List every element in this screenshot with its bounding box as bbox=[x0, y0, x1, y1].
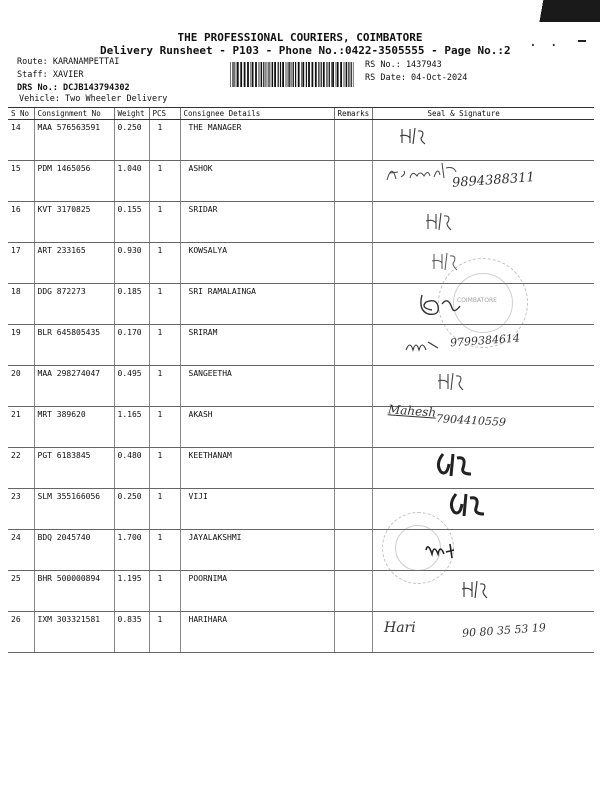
consignment-cell: DDG 872273 bbox=[34, 284, 114, 325]
sno-cell: 15 bbox=[8, 161, 34, 202]
barcode-bar bbox=[308, 62, 310, 87]
consignment-cell: PDM 1465056 bbox=[34, 161, 114, 202]
consignment-cell: MAA 298274047 bbox=[34, 366, 114, 407]
consignee-cell: SRIRAM bbox=[180, 325, 334, 366]
barcode-bar bbox=[282, 62, 284, 87]
barcode-bar bbox=[237, 62, 239, 87]
remarks-cell bbox=[334, 489, 372, 530]
pcs-cell: 1 bbox=[149, 571, 180, 612]
consignee-cell: SANGEETHA bbox=[180, 366, 334, 407]
barcode-bar bbox=[263, 62, 264, 87]
signature-cell bbox=[372, 612, 594, 653]
runsheet-table bbox=[8, 107, 594, 653]
col-header-remarks: Remarks bbox=[334, 108, 372, 120]
col-header-seal-signature: Seal & Signature bbox=[372, 108, 594, 120]
scan-edge-shadow bbox=[530, 0, 600, 22]
rs-date: RS Date: 04-Oct-2024 bbox=[365, 73, 468, 83]
consignee-cell: KOWSALYA bbox=[180, 243, 334, 284]
table-row bbox=[8, 161, 594, 202]
weight-cell: 1.700 bbox=[114, 530, 149, 571]
barcode-bar bbox=[346, 62, 347, 87]
signature-cell bbox=[372, 407, 594, 448]
barcode-bar bbox=[321, 62, 322, 87]
barcode-bar bbox=[267, 62, 268, 87]
table-row bbox=[8, 489, 594, 530]
pcs-cell: 1 bbox=[149, 366, 180, 407]
barcode-bar bbox=[301, 62, 302, 87]
sno-cell: 20 bbox=[8, 366, 34, 407]
rubber-stamp: COIMBATORE bbox=[438, 258, 528, 348]
barcode-bar bbox=[292, 62, 293, 87]
barcode-bar bbox=[351, 62, 352, 87]
barcode-bar bbox=[233, 62, 234, 87]
weight-cell: 1.195 bbox=[114, 571, 149, 612]
table-row bbox=[8, 407, 594, 448]
handwritten-name-26: Hari bbox=[384, 620, 416, 636]
barcode-bar bbox=[266, 62, 267, 87]
barcode-bar bbox=[268, 62, 269, 87]
vehicle-label: Vehicle: Two Wheeler Delivery bbox=[19, 94, 168, 104]
handwritten-phone-19: 9799384614 bbox=[449, 331, 521, 350]
handwritten-phone-21: 7904410559 bbox=[435, 412, 507, 429]
barcode-bar bbox=[232, 62, 233, 87]
remarks-cell bbox=[334, 366, 372, 407]
consignment-cell: KVT 3170825 bbox=[34, 202, 114, 243]
barcode-bar bbox=[336, 62, 337, 87]
col-header-consignee: Consignee Details bbox=[180, 108, 334, 120]
consignee-cell: JAYALAKSHMI bbox=[180, 530, 334, 571]
weight-cell: 0.835 bbox=[114, 612, 149, 653]
signature-cell bbox=[372, 448, 594, 489]
remarks-cell bbox=[334, 243, 372, 284]
barcode-bar bbox=[340, 62, 342, 87]
barcode-bar bbox=[230, 62, 231, 87]
barcode-bar bbox=[353, 62, 354, 87]
weight-cell: 1.040 bbox=[114, 161, 149, 202]
barcode-bar bbox=[315, 62, 317, 87]
remarks-cell bbox=[334, 120, 372, 161]
barcode-bar bbox=[287, 62, 288, 87]
sno-cell: 18 bbox=[8, 284, 34, 325]
sno-cell: 25 bbox=[8, 571, 34, 612]
table-row bbox=[8, 202, 594, 243]
signature-cell bbox=[372, 202, 594, 243]
barcode-bar bbox=[261, 62, 262, 87]
barcode-bar bbox=[328, 62, 329, 87]
handwritten-phone-26: 90 80 35 53 19 bbox=[461, 621, 547, 640]
drs-number: DRS No.: DCJB143794302 bbox=[17, 83, 130, 93]
sno-cell: 14 bbox=[8, 120, 34, 161]
rs-number: RS No.: 1437943 bbox=[365, 60, 442, 70]
weight-cell: 0.170 bbox=[114, 325, 149, 366]
weight-cell: 0.250 bbox=[114, 489, 149, 530]
barcode-image bbox=[230, 62, 355, 87]
consignment-cell: MAA 576563591 bbox=[34, 120, 114, 161]
weight-cell: 0.930 bbox=[114, 243, 149, 284]
consignment-cell: ART 233165 bbox=[34, 243, 114, 284]
pcs-cell: 1 bbox=[149, 243, 180, 284]
consignee-cell: HARIHARA bbox=[180, 612, 334, 653]
consignment-cell: MRT 389620 bbox=[34, 407, 114, 448]
barcode-bar bbox=[259, 62, 260, 87]
col-header-pcs: PCS bbox=[149, 108, 180, 120]
sno-cell: 23 bbox=[8, 489, 34, 530]
barcode-bar bbox=[280, 62, 281, 87]
remarks-cell bbox=[334, 448, 372, 489]
barcode-bar bbox=[312, 62, 314, 87]
sno-cell: 19 bbox=[8, 325, 34, 366]
sno-cell: 17 bbox=[8, 243, 34, 284]
barcode-bar bbox=[337, 62, 339, 87]
col-header-sno: S No bbox=[8, 108, 34, 120]
pcs-cell: 1 bbox=[149, 325, 180, 366]
barcode-bar bbox=[326, 62, 327, 87]
barcode-bar bbox=[318, 62, 319, 87]
pcs-cell: 1 bbox=[149, 448, 180, 489]
sno-cell: 24 bbox=[8, 530, 34, 571]
consignee-cell: KEETHANAM bbox=[180, 448, 334, 489]
barcode-bar bbox=[329, 62, 330, 87]
barcode-bar bbox=[260, 62, 261, 87]
barcode-bar bbox=[251, 62, 252, 87]
barcode-bar bbox=[274, 62, 276, 87]
table-row bbox=[8, 530, 594, 571]
remarks-cell bbox=[334, 407, 372, 448]
runsheet-subtitle: Delivery Runsheet - P103 - Phone No.:0422-3505555 - Page No.:2 bbox=[100, 44, 511, 57]
barcode-bar bbox=[289, 62, 290, 87]
table-row bbox=[8, 366, 594, 407]
weight-cell: 0.495 bbox=[114, 366, 149, 407]
barcode-bar bbox=[278, 62, 279, 87]
remarks-cell bbox=[334, 161, 372, 202]
barcode-bar bbox=[240, 62, 242, 87]
barcode-bar bbox=[244, 62, 246, 87]
table-row bbox=[8, 571, 594, 612]
remarks-cell bbox=[334, 284, 372, 325]
col-header-weight: Weight bbox=[114, 108, 149, 120]
barcode-bar bbox=[293, 62, 294, 87]
table-row bbox=[8, 120, 594, 161]
consignee-cell: AKASH bbox=[180, 407, 334, 448]
weight-cell: 0.480 bbox=[114, 448, 149, 489]
barcode-bar bbox=[252, 62, 254, 87]
route-label: Route: KARANAMPETTAI bbox=[17, 57, 120, 67]
pcs-cell: 1 bbox=[149, 161, 180, 202]
handwritten-phone-15: 9894388311 bbox=[451, 170, 536, 191]
barcode-bar bbox=[247, 62, 249, 87]
consignment-cell: BLR 645805435 bbox=[34, 325, 114, 366]
table-row bbox=[8, 612, 594, 653]
pcs-cell: 1 bbox=[149, 284, 180, 325]
sno-cell: 22 bbox=[8, 448, 34, 489]
pcs-cell: 1 bbox=[149, 202, 180, 243]
barcode-bar bbox=[295, 62, 296, 87]
barcode-bar bbox=[288, 62, 289, 87]
remarks-cell bbox=[334, 202, 372, 243]
barcode-bar bbox=[302, 62, 304, 87]
barcode-bar bbox=[236, 62, 237, 87]
faint-stamp bbox=[382, 512, 454, 584]
consignee-cell: POORNIMA bbox=[180, 571, 334, 612]
sno-cell: 26 bbox=[8, 612, 34, 653]
remarks-cell bbox=[334, 612, 372, 653]
consignment-cell: PGT 6183845 bbox=[34, 448, 114, 489]
barcode-bar bbox=[345, 62, 346, 87]
pcs-cell: 1 bbox=[149, 530, 180, 571]
barcode-bar bbox=[332, 62, 334, 87]
consignment-cell: BDQ 2045740 bbox=[34, 530, 114, 571]
barcode-bar bbox=[323, 62, 325, 87]
consignment-cell: IXM 303321581 bbox=[34, 612, 114, 653]
table-row bbox=[8, 448, 594, 489]
scan-specks: · · bbox=[528, 38, 560, 54]
weight-cell: 1.165 bbox=[114, 407, 149, 448]
consignee-cell: SRI RAMALAINGA bbox=[180, 284, 334, 325]
table-header-row bbox=[8, 108, 594, 120]
weight-cell: 0.155 bbox=[114, 202, 149, 243]
pcs-cell: 1 bbox=[149, 407, 180, 448]
pcs-cell: 1 bbox=[149, 120, 180, 161]
barcode-bar bbox=[255, 62, 257, 87]
barcode-bar bbox=[271, 62, 272, 87]
col-header-consignment: Consignment No bbox=[34, 108, 114, 120]
barcode-bar bbox=[331, 62, 332, 87]
sno-cell: 21 bbox=[8, 407, 34, 448]
consignee-cell: ASHOK bbox=[180, 161, 334, 202]
staff-label: Staff: XAVIER bbox=[17, 70, 84, 80]
weight-cell: 0.250 bbox=[114, 120, 149, 161]
weight-cell: 0.185 bbox=[114, 284, 149, 325]
consignment-cell: SLM 355166056 bbox=[34, 489, 114, 530]
pcs-cell: 1 bbox=[149, 612, 180, 653]
barcode-bar bbox=[306, 62, 307, 87]
remarks-cell bbox=[334, 571, 372, 612]
consignee-cell: VIJI bbox=[180, 489, 334, 530]
consignee-cell: THE MANAGER bbox=[180, 120, 334, 161]
remarks-cell bbox=[334, 325, 372, 366]
document-title: THE PROFESSIONAL COURIERS, COIMBATORE bbox=[177, 31, 423, 44]
signature-cell bbox=[372, 161, 594, 202]
barcode-bar bbox=[286, 62, 287, 87]
barcode-bar bbox=[344, 62, 345, 87]
barcode-bar bbox=[272, 62, 273, 87]
sno-cell: 16 bbox=[8, 202, 34, 243]
signature-cell bbox=[372, 120, 594, 161]
consignee-cell: SRIDAR bbox=[180, 202, 334, 243]
handwritten-name-21: Mahesh bbox=[387, 402, 437, 420]
barcode-bar bbox=[348, 62, 349, 87]
pcs-cell: 1 bbox=[149, 489, 180, 530]
signature-cell bbox=[372, 366, 594, 407]
remarks-cell bbox=[334, 530, 372, 571]
consignment-cell: BHR 500000894 bbox=[34, 571, 114, 612]
barcode-bar bbox=[298, 62, 300, 87]
